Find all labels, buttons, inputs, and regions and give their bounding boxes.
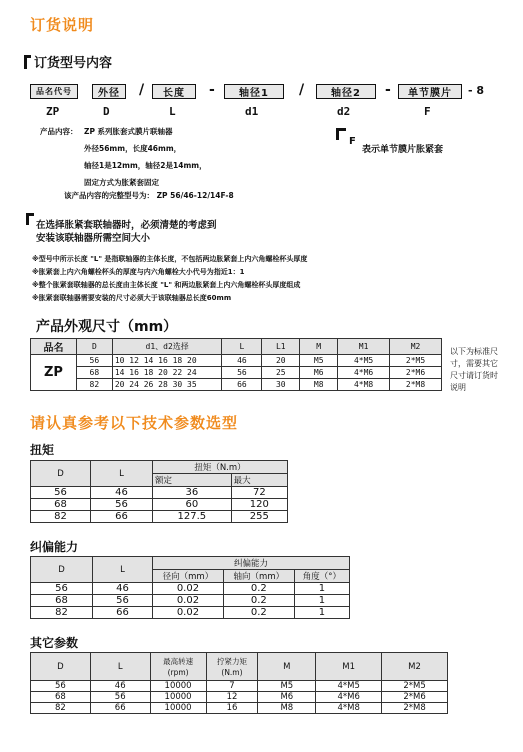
dimensions-title: 产品外观尺寸（mm） — [36, 319, 178, 335]
table-header-row — [31, 653, 448, 681]
note-line: ※胀紧套上内六角螺栓杯头的厚度与内六角螺栓大小代号为指近1：1 — [32, 268, 245, 276]
cell: 20 — [262, 355, 300, 367]
cell: 10000 — [150, 703, 206, 714]
table-row — [31, 583, 350, 595]
cell: 120 — [231, 499, 287, 511]
code-value-name: ZP — [46, 105, 60, 118]
cell: 56 — [90, 692, 150, 703]
cell: 12 — [206, 692, 258, 703]
cell: 20 24 26 28 30 35 — [112, 379, 222, 391]
table-row — [31, 487, 288, 499]
cell: 4*M5 — [316, 681, 382, 692]
code-value-diameter: D — [103, 105, 110, 118]
cell: M5 — [258, 681, 316, 692]
header-line: 拧紧力矩 — [216, 656, 247, 666]
cell: 0.2 — [223, 583, 294, 595]
cell: 56 — [222, 367, 262, 379]
header-cell: D — [31, 461, 91, 487]
header-cell: 径向（mm） — [153, 570, 224, 583]
cell: 56 — [31, 487, 91, 499]
cell: 2*M8 — [390, 379, 442, 391]
note-line: ※胀紧套联轴器需要安装的尺寸必须大于该联轴器总长度60mm — [32, 294, 232, 302]
cell: 10000 — [150, 681, 206, 692]
table-row — [31, 692, 448, 703]
header-cell: 轴向（mm） — [223, 570, 294, 583]
header-cell: L — [93, 557, 153, 583]
header-cell: 扭矩（N.m） — [153, 461, 288, 474]
table-row — [31, 595, 350, 607]
cell: 1 — [294, 595, 349, 607]
cell: 66 — [222, 379, 262, 391]
table-row — [31, 681, 448, 692]
cell: M6 — [300, 367, 338, 379]
cell: 0.02 — [153, 607, 224, 619]
cell: 25 — [262, 367, 300, 379]
header-cell: 角度（°） — [294, 570, 349, 583]
content-line: 固定方式为胀紧套固定 — [84, 178, 159, 187]
header-cell: M1 — [316, 653, 382, 681]
model-cell: ZP — [31, 355, 77, 391]
torque-table — [30, 460, 288, 523]
header-line: (rpm) — [167, 667, 189, 677]
code-value-length: L — [169, 105, 176, 118]
notes — [32, 254, 307, 304]
header-cell: M — [258, 653, 316, 681]
cell: M8 — [300, 379, 338, 391]
cell: 2*M6 — [382, 692, 448, 703]
cell: 82 — [31, 607, 93, 619]
header-cell: L — [222, 339, 262, 355]
cell: 4*M6 — [338, 367, 390, 379]
table-row — [31, 379, 442, 391]
cell: 56 — [31, 583, 93, 595]
cell: M5 — [300, 355, 338, 367]
cell: 56 — [91, 499, 153, 511]
code-box-name: 品名代号 — [30, 84, 78, 99]
cell: 68 — [76, 367, 112, 379]
table-row — [31, 499, 288, 511]
header-cell: L — [90, 653, 150, 681]
table-row — [31, 607, 350, 619]
bracket-icon — [336, 128, 346, 140]
cell: 1 — [294, 607, 349, 619]
separator: / — [139, 82, 145, 98]
order-section-title-text: 订货型号内容 — [34, 56, 113, 71]
header-cell: L1 — [262, 339, 300, 355]
cell: 4*M8 — [316, 703, 382, 714]
cell: 66 — [91, 511, 153, 523]
cell: 0.2 — [223, 595, 294, 607]
cell: 4*M8 — [338, 379, 390, 391]
cell: M8 — [258, 703, 316, 714]
cell: 46 — [91, 487, 153, 499]
cell: 46 — [90, 681, 150, 692]
header-line: (N.m) — [221, 667, 243, 677]
full-model: 该产品内容的完整型号为： ZP 56/46-12/14F-8 — [64, 191, 234, 200]
content-label: 产品内容： — [40, 127, 78, 136]
header-cell: D — [76, 339, 112, 355]
code-value-shaft1: d1 — [245, 105, 259, 118]
side-note-line: 寸，需要其它 — [450, 359, 498, 368]
cell: 7 — [206, 681, 258, 692]
content-line: ZP 系列胀套式膜片联轴器 — [84, 127, 173, 136]
cell: 0.02 — [153, 583, 224, 595]
cell: 0.02 — [153, 595, 224, 607]
cell: 72 — [231, 487, 287, 499]
side-note — [450, 346, 498, 394]
table-header-row — [31, 339, 442, 355]
header-cell: D — [31, 653, 91, 681]
cell: 2*M5 — [382, 681, 448, 692]
content-line: 轴径1是12mm，轴径2是14mm， — [84, 161, 207, 170]
cell: 2*M5 — [390, 355, 442, 367]
header-cell: 最大 — [231, 474, 287, 487]
warning-line: 安装该联轴器所需空间大小 — [36, 233, 151, 244]
table-header-row — [31, 557, 350, 570]
page-title: 订货说明 — [30, 16, 95, 34]
cell: 16 — [206, 703, 258, 714]
header-cell: d1、d2选择 — [112, 339, 222, 355]
other-table — [30, 652, 448, 714]
cell: 14 16 18 20 22 24 — [112, 367, 222, 379]
cell: 66 — [90, 703, 150, 714]
cell: 82 — [31, 703, 91, 714]
header-cell: 纠偏能力 — [153, 557, 350, 570]
header-cell: 额定 — [153, 474, 232, 487]
cell: 127.5 — [153, 511, 232, 523]
header-cell: M1 — [338, 339, 390, 355]
header-cell: M — [300, 339, 338, 355]
order-section-title — [24, 52, 112, 71]
table-header-row — [31, 461, 288, 474]
cell: 10 12 14 16 18 20 — [112, 355, 222, 367]
header-cell: L — [91, 461, 153, 487]
cell: 56 — [31, 681, 91, 692]
other-title: 其它参数 — [30, 636, 79, 650]
cell: 68 — [31, 499, 91, 511]
cell: 10000 — [150, 692, 206, 703]
header-cell: 品名 — [31, 339, 77, 355]
cell: 36 — [153, 487, 232, 499]
cell: 4*M5 — [338, 355, 390, 367]
content-line: 外径56mm，长度46mm， — [84, 144, 182, 153]
cell: 4*M6 — [316, 692, 382, 703]
code-box-length: 长度 — [152, 84, 196, 99]
warning — [36, 219, 217, 245]
dimensions-table — [30, 338, 442, 391]
code-box-diaphragm: 单节膜片 — [398, 84, 462, 99]
cell: 1 — [294, 583, 349, 595]
header-cell: M2 — [390, 339, 442, 355]
header-cell: M2 — [382, 653, 448, 681]
torque-title: 扭矩 — [30, 443, 55, 457]
code-value-shaft2: d2 — [337, 105, 351, 118]
deviation-table — [30, 556, 350, 619]
separator: - — [209, 82, 215, 98]
side-note-line: 说明 — [450, 383, 466, 392]
content-block — [84, 126, 207, 189]
cell: 66 — [93, 607, 153, 619]
code-value-diaphragm: F — [424, 105, 431, 118]
code-box-shaft2: 轴径2 — [316, 84, 376, 99]
note-line: ※整个胀紧套联轴器的总长度由主体长度 "L" 和两边胀紧套上内六角螺栓杯头厚度组成 — [32, 281, 301, 289]
side-note-line: 以下为标准尺 — [450, 347, 498, 356]
cell: 46 — [222, 355, 262, 367]
header-line: 最高转速 — [163, 656, 194, 666]
note-line: ※型号中所示长度 "L" 是指联轴器的主体长度，不包括两边胀紧套上内六角螺栓杯头厚度 — [32, 255, 308, 263]
f-description: 表示单节膜片胀紧套 — [362, 145, 444, 155]
separator: / — [299, 82, 305, 98]
cell: 60 — [153, 499, 232, 511]
side-note-line: 尺寸请订货时 — [450, 371, 498, 380]
cell: 82 — [76, 379, 112, 391]
header-cell: D — [31, 557, 93, 583]
params-title: 请认真参考以下技术参数选型 — [30, 414, 239, 432]
cell: 255 — [231, 511, 287, 523]
warning-line: 在选择胀紧套联轴器时，必须清楚的考虑到 — [36, 220, 217, 231]
suffix: - 8 — [468, 84, 485, 97]
code-box-shaft1: 轴径1 — [224, 84, 284, 99]
table-row — [31, 355, 442, 367]
code-box-diameter: 外径 — [92, 84, 126, 99]
f-label: F — [349, 136, 356, 147]
cell: 56 — [76, 355, 112, 367]
cell: 68 — [31, 692, 91, 703]
table-row — [31, 703, 448, 714]
separator: - — [385, 82, 391, 98]
cell: 46 — [93, 583, 153, 595]
cell: 0.2 — [223, 607, 294, 619]
cell: M6 — [258, 692, 316, 703]
bracket-icon — [24, 55, 31, 69]
table-row — [31, 511, 288, 523]
cell: 30 — [262, 379, 300, 391]
cell: 2*M8 — [382, 703, 448, 714]
bracket-icon — [26, 213, 34, 225]
header-cell — [150, 653, 206, 681]
cell: 82 — [31, 511, 91, 523]
table-row — [31, 367, 442, 379]
cell: 68 — [31, 595, 93, 607]
cell: 56 — [93, 595, 153, 607]
deviation-title: 纠偏能力 — [30, 540, 79, 554]
cell: 2*M6 — [390, 367, 442, 379]
header-cell — [206, 653, 258, 681]
